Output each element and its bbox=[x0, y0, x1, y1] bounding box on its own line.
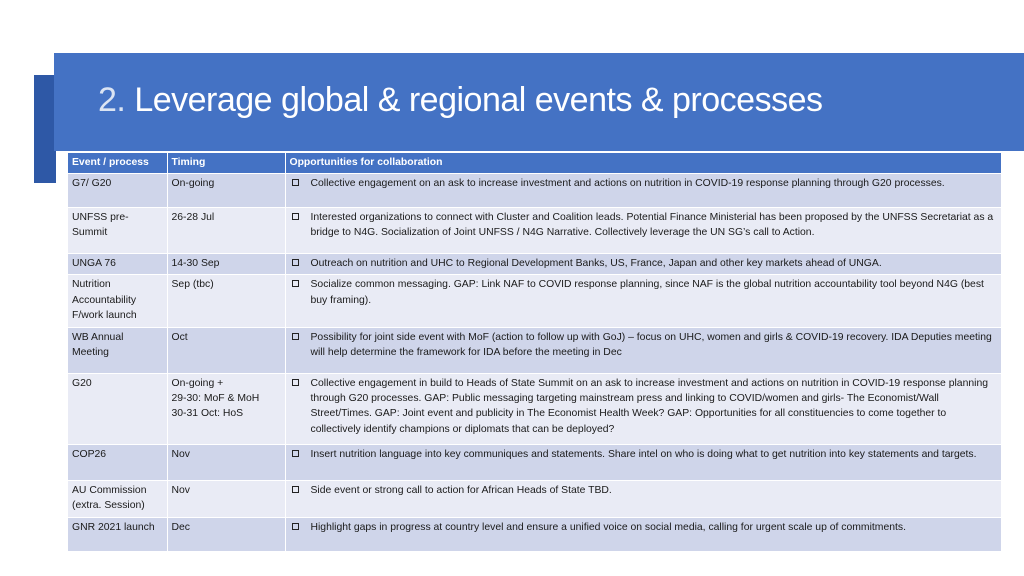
timing-cell bbox=[167, 373, 285, 444]
timing-cell bbox=[167, 254, 285, 275]
timing-line: On-going bbox=[171, 178, 215, 189]
slide-title bbox=[98, 81, 822, 120]
checkbox-bullet-icon bbox=[292, 379, 299, 386]
opportunity-bullet bbox=[292, 176, 997, 191]
timing-line: Sep (tbc) bbox=[171, 279, 214, 291]
opportunity-text: Insert nutrition language into key communiques and statements. Share intel on who is doing what to get nutrition into key statements and targets. bbox=[310, 448, 977, 460]
timing-line: Nov bbox=[171, 448, 190, 460]
opportunity-text: Highlight gaps in progress at country level and ensure a unified voice on social media, calling for urgent scale up of commitments. bbox=[310, 521, 906, 533]
event-cell: AU Commission (extra. Session) bbox=[68, 480, 167, 517]
opportunity-text: Collective engagement on an ask to increase investment and actions on nutrition in COVID-19 response planning through G20 processes. bbox=[310, 178, 945, 189]
opportunity-text: Possibility for joint side event with MoF (action to follow up with GoJ) – focus on UHC, women and girls & COVID-19 recovery. IDA Deputies meeting will help determine the framework for IDA before the meeting in Dec bbox=[310, 331, 992, 359]
title-number: 2. bbox=[98, 81, 126, 119]
table-row bbox=[68, 444, 1001, 480]
timing-cell bbox=[167, 444, 285, 480]
timing-cell bbox=[167, 517, 285, 551]
checkbox-bullet-icon bbox=[292, 179, 299, 186]
timing-line: Dec bbox=[171, 521, 190, 533]
timing-cell bbox=[167, 208, 285, 254]
table-row bbox=[68, 275, 1001, 327]
checkbox-bullet-icon bbox=[292, 333, 299, 340]
opportunity-cell bbox=[285, 480, 1001, 517]
opportunity-cell bbox=[285, 254, 1001, 275]
table-row bbox=[68, 373, 1001, 444]
opportunity-text: Socialize common messaging. GAP: Link NAF to COVID response planning, since NAF is the global nutrition accountability tool beyond N4G (best buy framing). bbox=[310, 279, 984, 306]
header-event: Event / process bbox=[68, 153, 167, 174]
timing-cell bbox=[167, 174, 285, 208]
checkbox-bullet-icon bbox=[292, 280, 299, 287]
checkbox-bullet-icon bbox=[292, 450, 299, 457]
opportunity-bullet bbox=[292, 483, 997, 498]
opportunity-bullet bbox=[292, 376, 997, 438]
events-table bbox=[68, 153, 1002, 551]
table-row bbox=[68, 174, 1001, 208]
table-row bbox=[68, 208, 1001, 254]
event-cell: WB Annual Meeting bbox=[68, 327, 167, 373]
timing-line: 14-30 Sep bbox=[171, 258, 220, 269]
timing-line: 30-31 Oct: HoS bbox=[171, 408, 244, 420]
timing-line: On-going + bbox=[171, 377, 224, 389]
table-row bbox=[68, 517, 1001, 551]
table-header-row bbox=[68, 153, 1001, 174]
header-timing: Timing bbox=[167, 153, 285, 174]
table-row bbox=[68, 254, 1001, 275]
opportunity-cell bbox=[285, 373, 1001, 444]
event-cell: Nutrition Accountability F/work launch bbox=[68, 275, 167, 327]
opportunity-bullet bbox=[292, 210, 997, 241]
opportunity-bullet bbox=[292, 447, 997, 462]
side-accent-tab bbox=[34, 75, 56, 183]
opportunity-text: Outreach on nutrition and UHC to Regional Development Banks, US, France, Japan and other key markets ahead of UNGA. bbox=[310, 258, 882, 269]
event-cell: G20 bbox=[68, 373, 167, 444]
opportunity-bullet bbox=[292, 277, 997, 308]
event-cell: UNGA 76 bbox=[68, 254, 167, 275]
table-body bbox=[68, 174, 1001, 552]
timing-cell bbox=[167, 480, 285, 517]
opportunity-bullet bbox=[292, 520, 997, 535]
event-cell: GNR 2021 launch bbox=[68, 517, 167, 551]
timing-cell bbox=[167, 327, 285, 373]
title-text: Leverage global & regional events & processes bbox=[134, 81, 823, 119]
event-cell: COP26 bbox=[68, 444, 167, 480]
opportunity-bullet bbox=[292, 330, 997, 361]
opportunity-cell bbox=[285, 327, 1001, 373]
opportunity-cell bbox=[285, 517, 1001, 551]
opportunity-cell bbox=[285, 174, 1001, 208]
checkbox-bullet-icon bbox=[292, 486, 299, 493]
event-cell: UNFSS pre-Summit bbox=[68, 208, 167, 254]
table-row bbox=[68, 480, 1001, 517]
opportunity-bullet bbox=[292, 256, 997, 271]
opportunity-text: Interested organizations to connect with Cluster and Coalition leads. Potential Finance Ministerial has been proposed by the UNFSS Secretariat as a bridge to N4G. Socialization of Joint UNFSS / N4G Narrative. Collectively leverage the UN SG’s call to Action. bbox=[310, 212, 994, 239]
checkbox-bullet-icon bbox=[292, 213, 299, 220]
timing-line: 26-28 Jul bbox=[171, 212, 215, 223]
checkbox-bullet-icon bbox=[292, 523, 299, 530]
title-bar bbox=[54, 53, 1024, 151]
opportunity-cell bbox=[285, 208, 1001, 254]
opportunity-text: Side event or strong call to action for African Heads of State TBD. bbox=[310, 484, 612, 496]
table-row bbox=[68, 327, 1001, 373]
opportunity-text: Collective engagement in build to Heads of State Summit on an ask to increase investment and actions on nutrition in COVID-19 response planning through G20 processes. GAP: Public messaging targeting mainstream press and linking to COVID/women and girls- The Economist/Wall Street/Times. GAP: Joint event and publicity in The Economist Health Week? GAP: Opportunities for all constituencies to come together to collectively identify champions or diplomats that can be deployed? bbox=[310, 377, 989, 435]
header-opportunities: Opportunities for collaboration bbox=[285, 153, 1001, 174]
timing-line: Nov bbox=[171, 484, 190, 496]
checkbox-bullet-icon bbox=[292, 259, 299, 266]
opportunity-cell bbox=[285, 444, 1001, 480]
timing-line: 29-30: MoF & MoH bbox=[171, 393, 260, 405]
opportunity-cell bbox=[285, 275, 1001, 327]
timing-cell bbox=[167, 275, 285, 327]
event-cell: G7/ G20 bbox=[68, 174, 167, 208]
timing-line: Oct bbox=[171, 331, 188, 343]
